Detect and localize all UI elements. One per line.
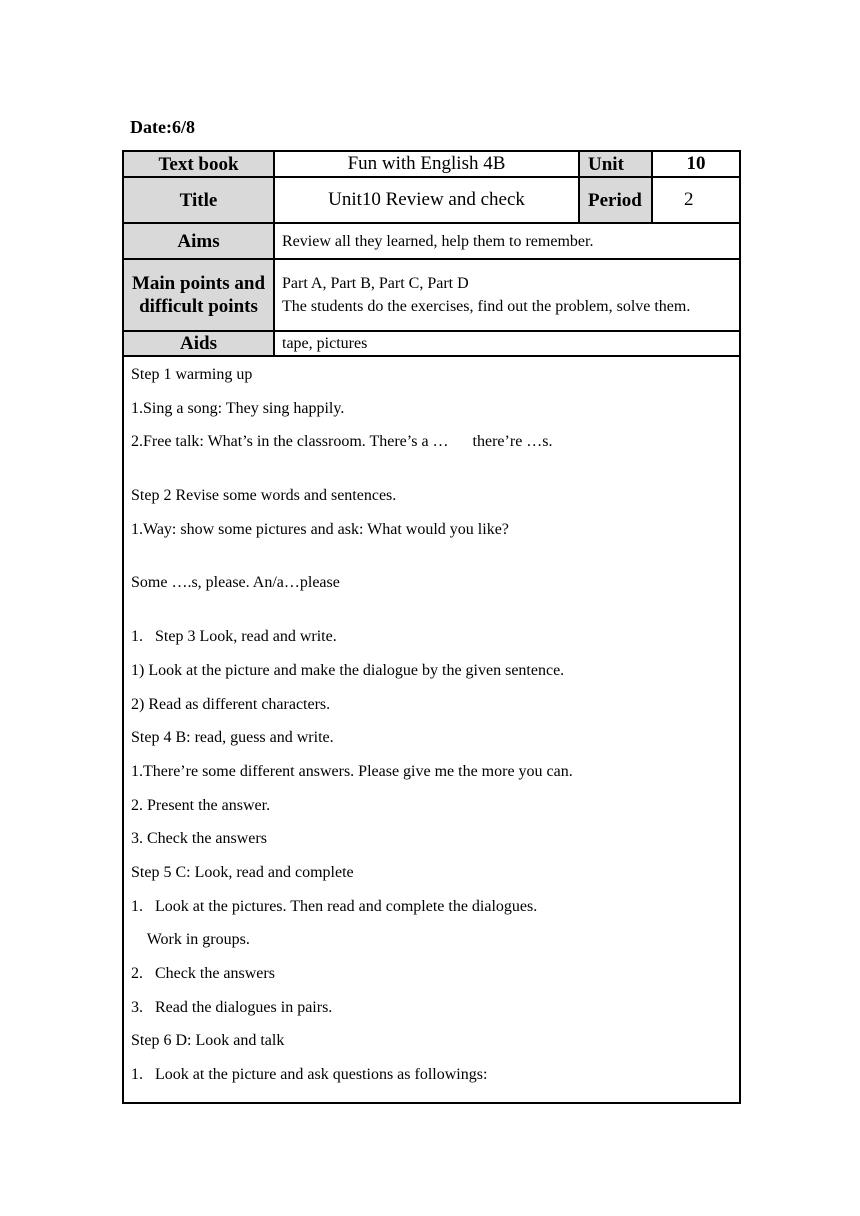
title-label: Title: [123, 177, 274, 223]
step-line: 2) Read as different characters.: [131, 695, 331, 713]
main-points-label: Main points and difficult points: [123, 259, 274, 331]
period-label: Period: [579, 177, 652, 223]
teaching-procedure: [123, 356, 740, 1103]
lesson-plan-table: [122, 150, 741, 1104]
step-line: 1. Look at the pictures. Then read and complete the dialogues.: [131, 897, 538, 915]
aims-label: Aims: [123, 223, 274, 259]
blank-line: [131, 553, 732, 573]
aids-label: Aids: [123, 331, 274, 356]
aids-row: [123, 331, 740, 356]
aids-value: tape, pictures: [274, 331, 740, 356]
main-points-row: [123, 259, 740, 331]
step-line: 2. Present the answer.: [131, 796, 271, 814]
aims-row: [123, 223, 740, 259]
main-points-value: [274, 259, 740, 331]
step-line: Step 1 warming up: [131, 366, 253, 383]
main-points-line: The students do the exercises, find out the problem, solve them.: [282, 298, 691, 315]
textbook-value: Fun with English 4B: [274, 151, 579, 177]
unit-label: Unit: [579, 151, 652, 177]
date-label: Date:6/8: [130, 117, 195, 137]
step-line: Work in groups.: [131, 931, 250, 949]
title-value: Unit10 Review and check: [274, 177, 579, 223]
main-points-line: Part A, Part B, Part C, Part D: [282, 275, 469, 292]
step-line: 2.Free talk: What’s in the classroom. There’s a … there’re …s.: [131, 433, 553, 451]
step-line: 1) Look at the picture and make the dialogue by the given sentence.: [131, 661, 565, 679]
step-line: 3. Read the dialogues in pairs.: [131, 998, 333, 1016]
step-line: 3. Check the answers: [131, 830, 267, 848]
blank-line: [131, 607, 732, 627]
step-line: Step 6 D: Look and talk: [131, 1032, 285, 1050]
textbook-row: [123, 151, 740, 177]
step-line: 1.There’re some different answers. Please give me the more you can.: [131, 762, 573, 780]
step-line: 2. Check the answers: [131, 965, 275, 982]
step-line: Step 4 B: read, guess and write.: [131, 729, 334, 747]
aims-value: Review all they learned, help them to remember.: [274, 223, 740, 259]
step-line: Step 5 C: Look, read and complete: [131, 863, 354, 881]
unit-value: 10: [652, 151, 740, 177]
step-line: 1. Step 3 Look, read and write.: [131, 628, 337, 646]
blank-line: [131, 466, 732, 486]
step-line: Step 2 Revise some words and sentences.: [131, 487, 397, 505]
period-value: 2: [652, 177, 740, 223]
step-line: 1. Look at the picture and ask questions as followings:: [131, 1066, 488, 1084]
procedure-row: [123, 356, 740, 1103]
step-line: 1.Sing a song: They sing happily.: [131, 399, 345, 417]
title-row: [123, 177, 740, 223]
step-line: 1.Way: show some pictures and ask: What would you like?: [131, 520, 509, 538]
textbook-label: Text book: [123, 151, 274, 177]
step-line: Some ….s, please. An/a…please: [131, 574, 340, 592]
